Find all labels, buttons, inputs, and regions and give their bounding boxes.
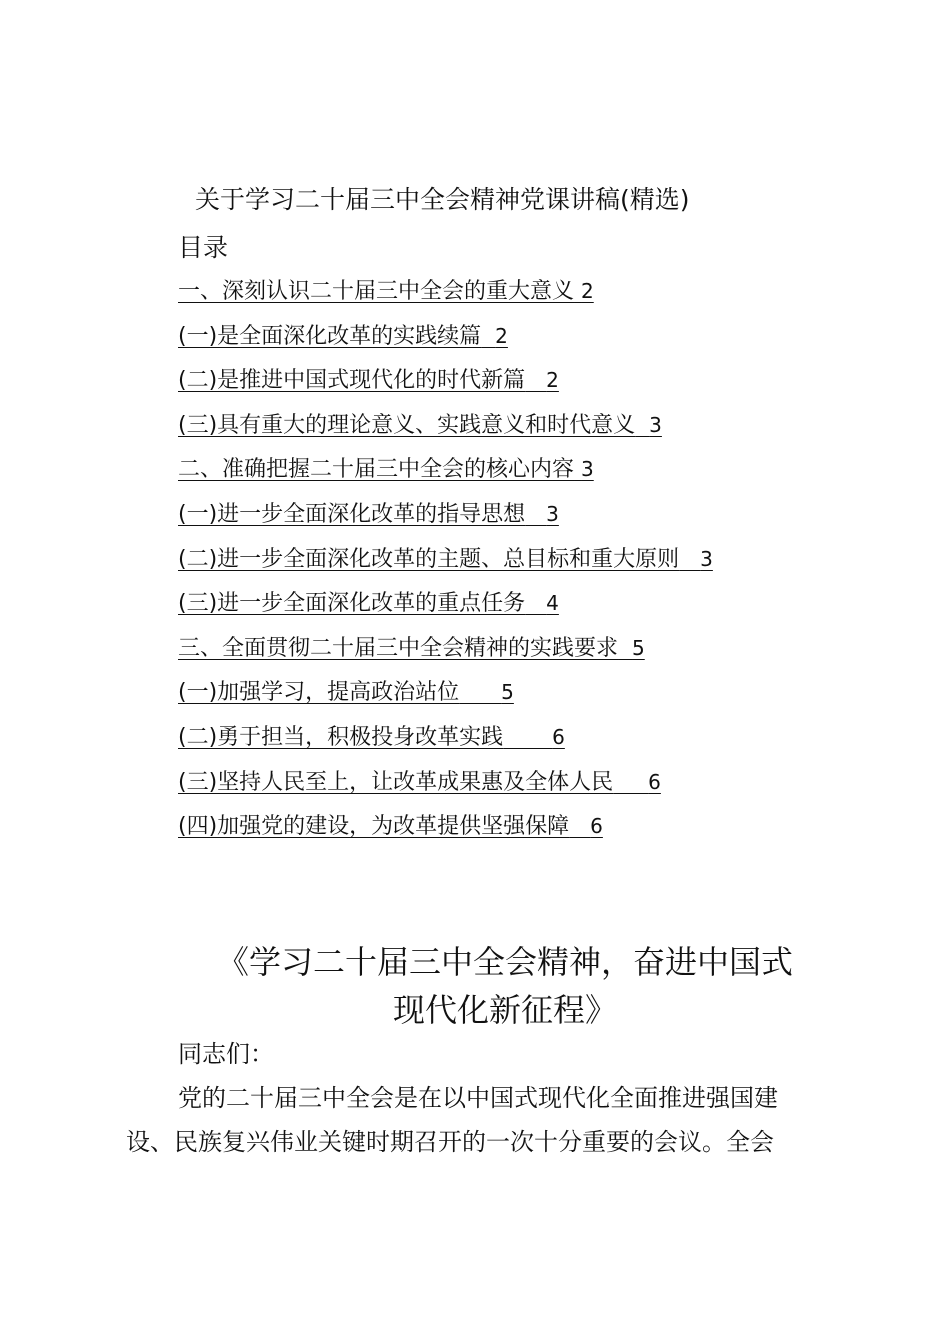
toc-page-number: 3 [700,546,713,571]
speech-title-line: 现代化新征程》 [392,991,617,1029]
body-line: 设、民族复兴伟业关键时期召开的一次十分重要的会议。全会 [126,1128,774,1156]
toc-page-number: 2 [581,279,594,303]
body-line: 党的二十届三中全会是在以中国式现代化全面推进强国建 [178,1084,778,1112]
toc-item[interactable] [178,720,713,765]
document-title: 关于学习二十届三中全会精神党课讲稿(精选) [195,185,690,214]
speech-title [120,938,890,1034]
toc-link[interactable]: 二、准确把握二十届三中全会的核心内容 3 [178,457,594,483]
greeting: 同志们： [178,1040,274,1068]
toc-link[interactable]: (三)坚持人民至上，让改革成果惠及全体人民 6 [178,769,661,795]
toc-page-number: 4 [546,591,559,616]
toc-link[interactable]: (三)具有重大的理论意义、实践意义和时代意义 3 [178,412,662,438]
toc-item[interactable] [178,809,713,854]
table-of-contents [178,274,713,854]
toc-item[interactable] [178,586,713,631]
toc-link[interactable]: (一)加强学习，提高政治站位 5 [178,680,514,706]
toc-link[interactable]: 三、全面贯彻二十届三中全会精神的实践要求 5 [178,635,645,661]
toc-item[interactable] [178,542,713,587]
toc-item[interactable] [178,497,713,542]
toc-link[interactable]: (一)是全面深化改革的实践续篇 2 [178,323,508,349]
toc-page-number: 5 [632,635,645,660]
toc-item[interactable] [178,765,713,810]
toc-link[interactable]: (二)勇于担当，积极投身改革实践 6 [178,724,565,750]
body-paragraph [126,1076,826,1164]
toc-link[interactable]: (四)加强党的建设，为改革提供坚强保障 6 [178,814,603,840]
toc-item[interactable] [178,408,713,453]
toc-item[interactable] [178,319,713,364]
toc-page-number: 3 [649,412,662,437]
toc-item[interactable] [178,363,713,408]
toc-link[interactable]: (二)进一步全面深化改革的主题、总目标和重大原则 3 [178,546,713,572]
toc-link[interactable]: 一、深刻认识二十届三中全会的重大意义 2 [178,279,594,304]
toc-item[interactable] [178,675,713,720]
toc-page-number: 2 [495,323,508,348]
toc-page-number: 3 [581,457,594,482]
toc-item[interactable] [178,631,713,676]
toc-link[interactable]: (二)是推进中国式现代化的时代新篇 2 [178,368,559,394]
toc-page-number: 5 [501,680,514,705]
toc-page-number: 6 [590,814,603,839]
toc-page-number: 2 [546,368,559,393]
toc-item[interactable] [178,452,713,497]
speech-title-line: 《学习二十届三中全会精神，奋进中国式 [216,943,793,981]
toc-link[interactable]: (三)进一步全面深化改革的重点任务 4 [178,591,559,617]
toc-heading: 目录 [178,233,229,262]
toc-page-number: 6 [648,769,661,794]
toc-link[interactable]: (一)进一步全面深化改革的指导思想 3 [178,501,559,527]
toc-item[interactable] [178,274,713,319]
toc-page-number: 6 [552,724,565,749]
toc-page-number: 3 [546,501,559,526]
